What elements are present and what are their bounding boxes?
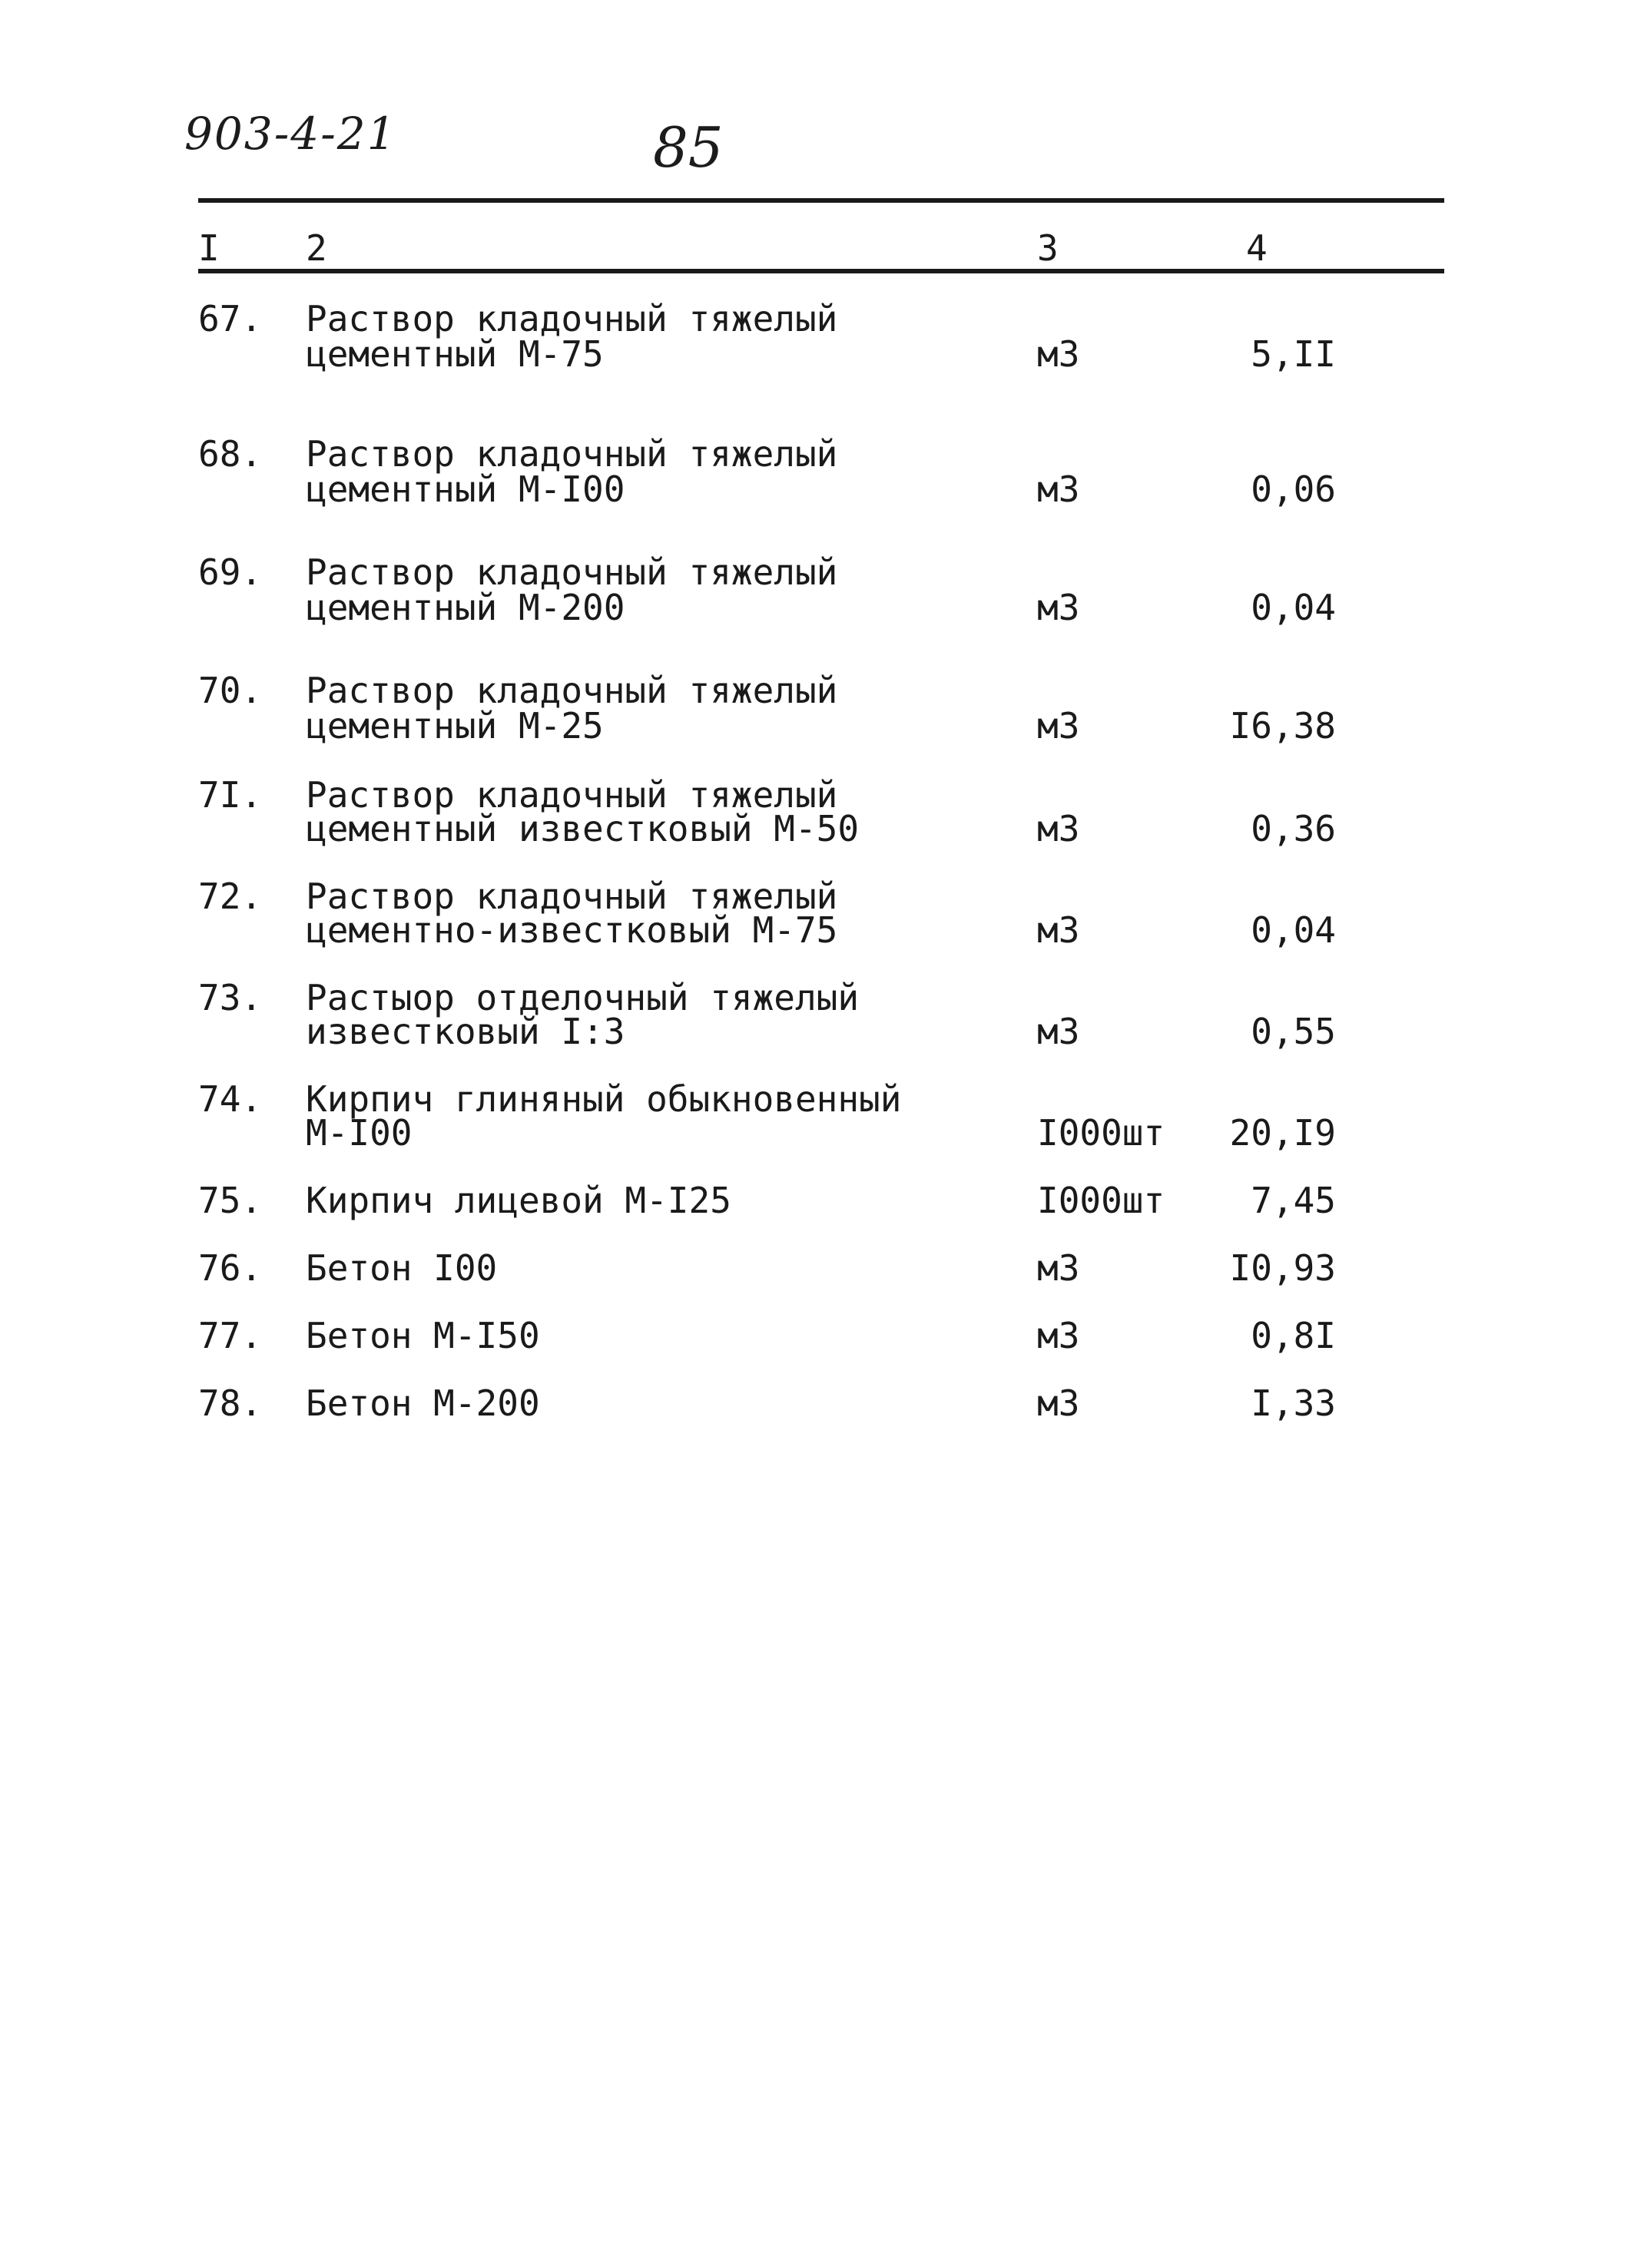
row-name-line-1: Бетон М-I50 [306, 1315, 540, 1356]
row-number: 67. [198, 298, 263, 339]
row-name-line-2: цементный известковый М-50 [306, 808, 860, 849]
row-unit: м3 [1037, 808, 1080, 849]
row-unit: м3 [1037, 333, 1080, 375]
row-unit: м3 [1037, 1315, 1080, 1356]
row-quantity: I0,93 [1229, 1247, 1336, 1289]
row-name-line-1: Раствор кладочный тяжелый [306, 298, 838, 339]
row-unit: м3 [1037, 1011, 1080, 1052]
row-name-line-1: Раствор кладочный тяжелый [306, 670, 838, 711]
row-quantity: 0,36 [1251, 808, 1336, 849]
row-number: 76. [198, 1247, 263, 1289]
row-name-line-1: Раствор кладочный тяжелый [306, 876, 838, 917]
row-unit: I000шт [1037, 1112, 1165, 1154]
page-number: 85 [653, 115, 724, 180]
row-number: 72. [198, 876, 263, 917]
row-number: 7I. [198, 774, 263, 816]
row-name-line-2: М-I00 [306, 1112, 413, 1154]
row-unit: м3 [1037, 909, 1080, 951]
row-unit: м3 [1037, 1247, 1080, 1289]
row-unit: м3 [1037, 705, 1080, 747]
row-quantity: 20,I9 [1229, 1112, 1336, 1154]
row-name-line-2: цементный М-75 [306, 333, 604, 375]
row-quantity: 0,55 [1251, 1011, 1336, 1052]
top-rule [198, 198, 1444, 203]
header-col-1: I [198, 227, 220, 269]
row-name-line-1: Раствор кладочный тяжелый [306, 774, 838, 816]
header-col-3: 3 [1037, 227, 1059, 269]
row-number: 69. [198, 551, 263, 593]
row-number: 73. [198, 977, 263, 1018]
row-name-line-2: цементный М-25 [306, 705, 604, 747]
row-quantity: I,33 [1251, 1382, 1336, 1424]
row-number: 68. [198, 433, 263, 475]
row-name-line-1: Бетон М-200 [306, 1382, 540, 1424]
row-name-line-1: Растыор отделочный тяжелый [306, 977, 860, 1018]
header-rule [198, 269, 1444, 273]
row-name-line-1: Раствор кладочный тяжелый [306, 433, 838, 475]
row-quantity: I6,38 [1229, 705, 1336, 747]
row-unit: м3 [1037, 1382, 1080, 1424]
row-quantity: 0,8I [1251, 1315, 1336, 1356]
row-quantity: 0,06 [1251, 468, 1336, 510]
row-quantity: 0,04 [1251, 909, 1336, 951]
row-number: 75. [198, 1180, 263, 1221]
row-number: 77. [198, 1315, 263, 1356]
row-name-line-1: Кирпич лицевой М-I25 [306, 1180, 731, 1221]
row-number: 78. [198, 1382, 263, 1424]
header-col-4: 4 [1246, 227, 1268, 269]
row-name-line-1: Раствор кладочный тяжелый [306, 551, 838, 593]
row-name-line-2: цементно-известковый М-75 [306, 909, 838, 951]
row-quantity: 7,45 [1251, 1180, 1336, 1221]
row-unit: м3 [1037, 468, 1080, 510]
header-col-2: 2 [306, 227, 327, 269]
row-name-line-2: цементный М-200 [306, 587, 625, 628]
row-name-line-2: цементный М-I00 [306, 468, 625, 510]
row-name-line-1: Бетон I00 [306, 1247, 498, 1289]
document-code: 903-4-21 [184, 108, 397, 160]
row-unit: I000шт [1037, 1180, 1165, 1221]
row-number: 74. [198, 1078, 263, 1120]
row-name-line-2: известковый I:3 [306, 1011, 625, 1052]
row-number: 70. [198, 670, 263, 711]
row-name-line-1: Кирпич глиняный обыкновенный [306, 1078, 902, 1120]
row-quantity: 0,04 [1251, 587, 1336, 628]
row-quantity: 5,II [1251, 333, 1336, 375]
row-unit: м3 [1037, 587, 1080, 628]
